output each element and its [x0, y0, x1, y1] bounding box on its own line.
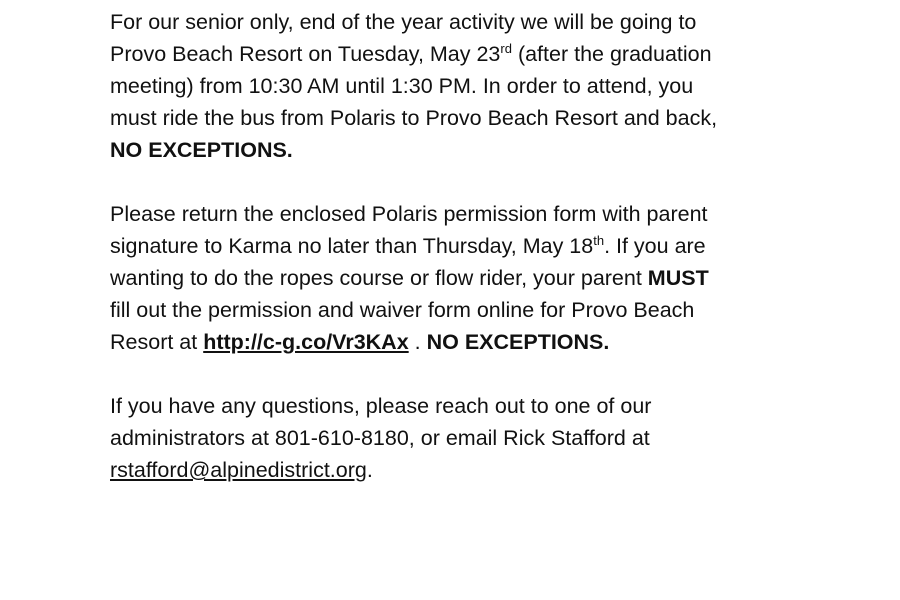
link-separator: . [408, 330, 427, 354]
activity-paragraph [110, 6, 890, 166]
activity-line-2-tail: (after the graduation [511, 42, 712, 66]
event-date-text: Provo Beach Resort on Tuesday, May 23 [110, 42, 501, 66]
permission-line-3 [110, 262, 890, 294]
contact-line-1: If you have any questions, please reach out to one of our [110, 394, 652, 418]
contact-line-3-tail: . [366, 458, 373, 482]
activity-line-3: meeting) from 10:30 AM until 1:30 PM. In order to attend, you [110, 74, 694, 98]
document-body [110, 6, 890, 518]
date-ordinal-suffix: rd [500, 41, 512, 56]
no-exceptions-notice: NO EXCEPTIONS. [110, 138, 293, 162]
permission-line-5 [110, 326, 890, 358]
permission-paragraph [110, 198, 890, 358]
contact-line-2: administrators at 801-610-8180, or email Rick Stafford at [110, 426, 650, 450]
permission-line-2-tail: . If you are [604, 234, 706, 258]
permission-line-4: fill out the permission and waiver form online for Provo Beach [110, 298, 695, 322]
permission-line-1: Please return the enclosed Polaris permission form with parent [110, 202, 708, 226]
permission-line-3-text: wanting to do the ropes course or flow rider, your parent [110, 266, 648, 290]
no-exceptions-notice-2: NO EXCEPTIONS. [426, 330, 610, 354]
contact-email-link[interactable]: rstafford@alpinedistrict.org [110, 458, 367, 482]
must-emphasis: MUST [647, 266, 709, 290]
deadline-text: signature to Karma no later than Thursday, May 18 [110, 234, 594, 258]
contact-line-3 [110, 454, 890, 486]
waiver-form-link[interactable]: http://c-g.co/Vr3KAx [203, 330, 409, 354]
activity-line-2 [110, 38, 890, 70]
deadline-ordinal-suffix: th [593, 233, 605, 248]
activity-line-4: must ride the bus from Polaris to Provo Beach Resort and back, [110, 106, 718, 130]
contact-paragraph [110, 390, 890, 486]
activity-line-1: For our senior only, end of the year activity we will be going to [110, 10, 697, 34]
permission-line-2 [110, 230, 890, 262]
resort-at-text: Resort at [110, 330, 204, 354]
